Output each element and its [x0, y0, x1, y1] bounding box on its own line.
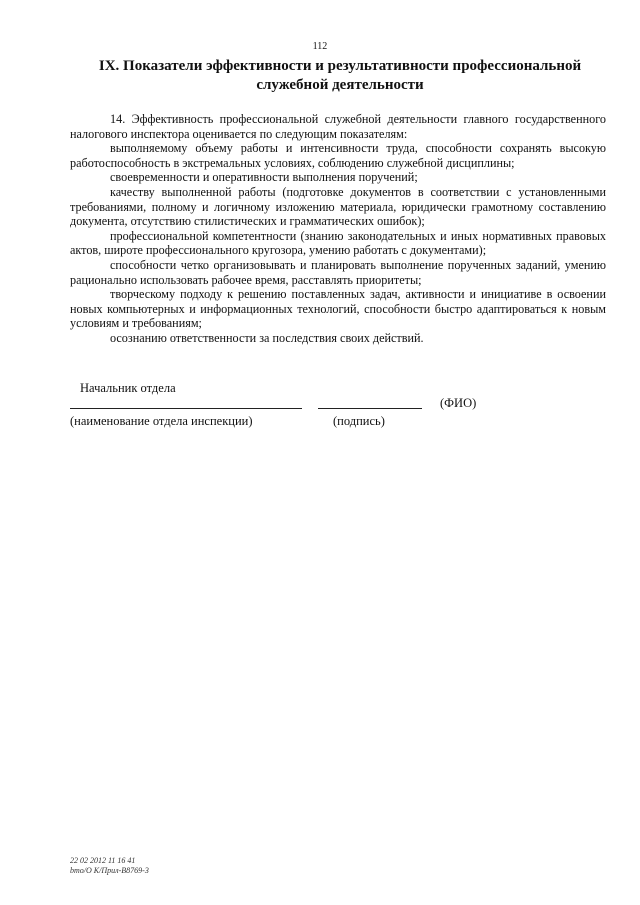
section-title-line-1: IX. Показатели эффективности и результативности профессиональной	[98, 58, 582, 74]
footer-stamp	[70, 856, 149, 876]
signature-line	[318, 408, 422, 409]
body-text	[70, 112, 606, 346]
section-title-line-2: служебной деятельности	[256, 77, 424, 93]
paragraph: творческому подходу к решению поставленных задач, активности и инициативе в освоении новых компьютерных и информационных технологий, способности быстро адаптироваться к новым условиям и требованиям;	[70, 287, 606, 331]
footer-file-ref: bmo/O K/Прил-B8769-3	[70, 866, 149, 875]
paragraph: способности четко организовывать и планировать выполнение порученных заданий, умению рационально использовать рабочее время, расставлять приоритеты;	[70, 257, 606, 287]
paragraph: осознанию ответственности за последствия своих действий.	[110, 330, 424, 345]
paragraph: качеству выполненной работы (подготовке документов в соответствии с установленными требованиями, полному и логичному изложению материала, юридически грамотному составлению документа, отсутствию стилистических и грамматических ошибок);	[70, 184, 606, 229]
fio-label: (ФИО)	[440, 396, 477, 410]
signature-caption: (подпись)	[333, 414, 385, 428]
paragraph: своевременности и оперативности выполнения поручений;	[110, 170, 418, 185]
paragraph: профессиональной компетентности (знанию законодательных и иных нормативных правовых актов, широте профессионального кругозора, умению работать с документами);	[70, 228, 606, 258]
department-caption: (наименование отдела инспекции)	[70, 414, 253, 428]
paragraph: выполняемому объему работы и интенсивности труда, способности сохранять высокую работоспособность в экстремальных условиях, соблюдению служебной дисциплины;	[70, 141, 606, 170]
chief-label: Начальник отдела	[80, 381, 176, 395]
department-line	[70, 408, 302, 409]
page-number: 112	[312, 41, 328, 52]
footer-timestamp: 22 02 2012 11 16 41	[70, 856, 136, 865]
paragraph: 14. Эффективность профессиональной служебной деятельности главного государственного налогового инспектора оценивается по следующим показателям:	[70, 112, 606, 141]
section-title	[70, 57, 610, 95]
